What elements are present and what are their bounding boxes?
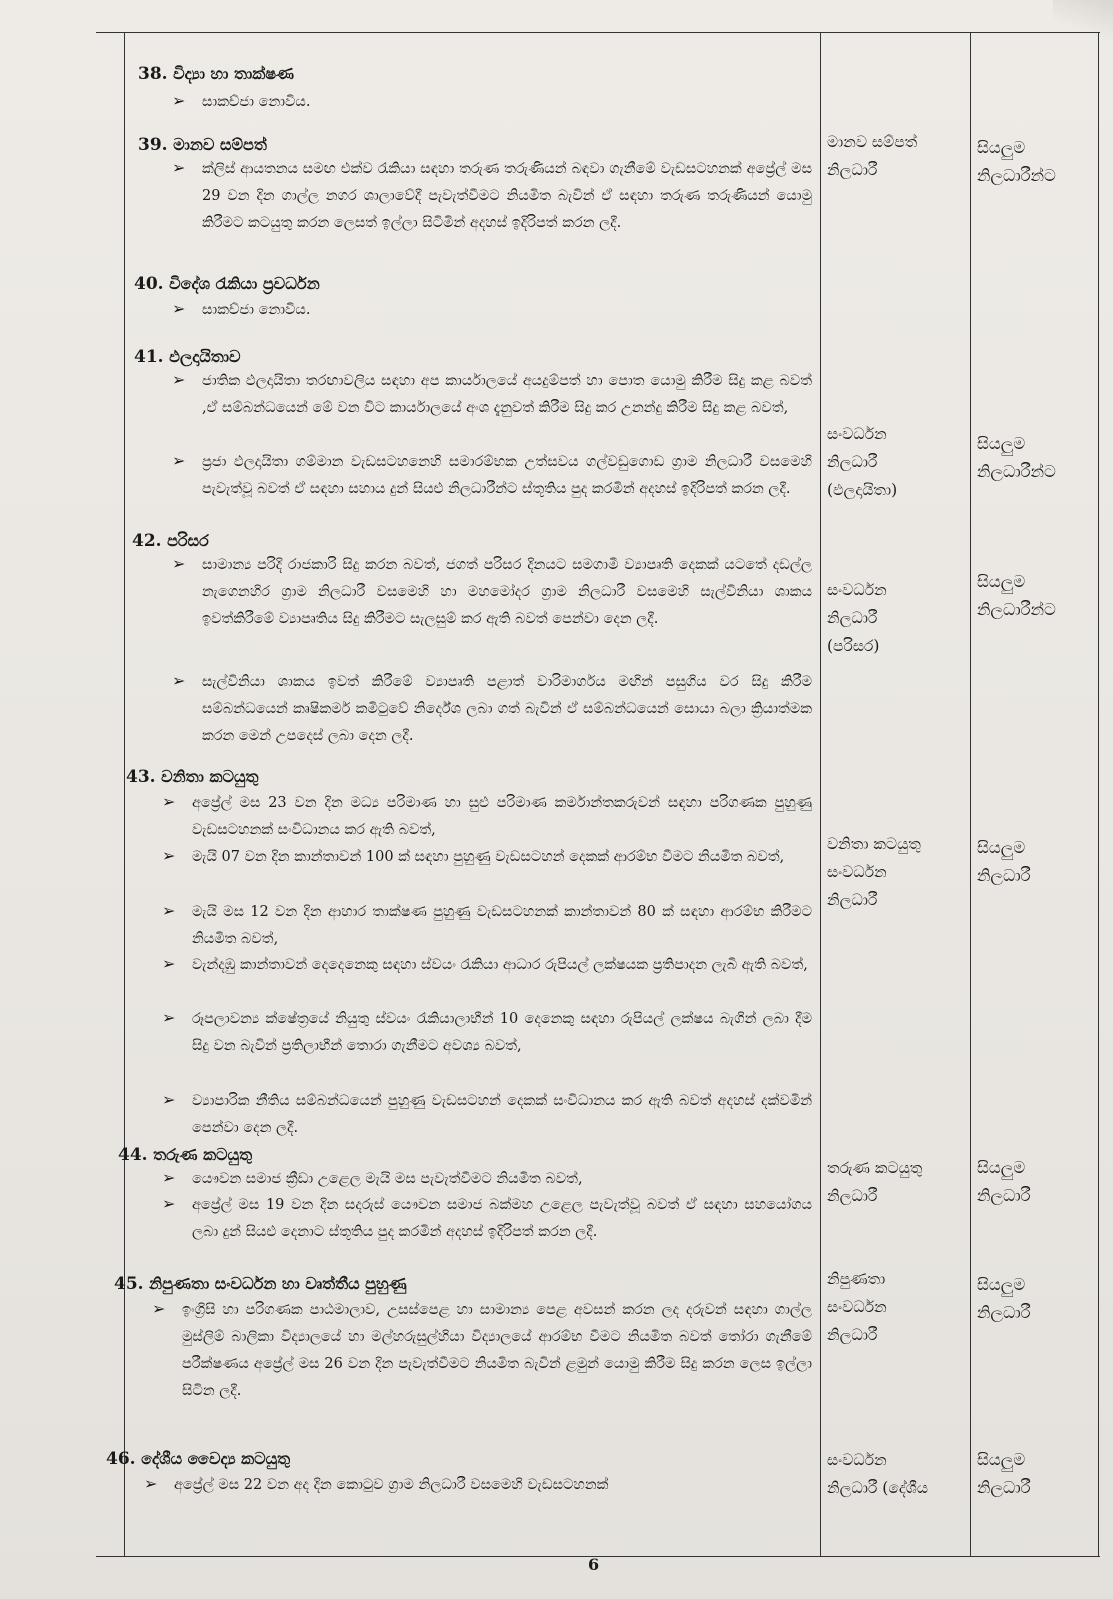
responsible-officer: වනිතා කටයුතු සංවර්ධන නිලධාරී — [827, 835, 921, 909]
arrow-bullet-icon: ➢ — [144, 1474, 158, 1493]
arrow-bullet-icon: ➢ — [172, 451, 186, 470]
arrow-bullet-icon: ➢ — [172, 671, 186, 690]
responsible-officer: සංවර්ධන නිලධාරී (දේශීය — [827, 1451, 928, 1497]
minutes-table — [96, 32, 1100, 1557]
section-bullet: ➢ වැන්දඹු කාන්තාවන් දෙදෙනෙකු සඳහා ස්වයං රැකියා ආධාර රුපියල් ලක්ෂයක ප්‍රතිපාදන ලැබී ඇති බවත්, — [192, 952, 812, 979]
section-heading — [114, 1273, 407, 1295]
arrow-bullet-icon: ➢ — [162, 1090, 176, 1109]
section-number: 43. — [126, 767, 156, 787]
section-bullet: ➢ අප්‍රේල් මස 22 වන අද දින කොටුව ග්‍රාම නිලධාරී වසමෙහි වැඩසටහනක් — [174, 1472, 814, 1499]
table-left-border — [124, 33, 125, 1556]
recipients: සියලුම නිලධාරී — [977, 1275, 1031, 1322]
section-number: 42. — [132, 531, 162, 551]
table-right-border — [1098, 33, 1099, 1556]
arrow-bullet-icon: ➢ — [162, 1194, 176, 1213]
section-number: 46. — [106, 1449, 136, 1469]
section-heading — [138, 134, 267, 156]
section-bullet: ➢ සාකච්ජා නොවිය. — [202, 297, 812, 324]
section-title: නිපුණතා සංවර්ධන හා වෘත්තීය පුහුණු — [149, 1274, 407, 1293]
recipients: සියලුම නිලධාරී — [977, 838, 1031, 885]
section-title: පරිසර — [167, 531, 209, 550]
section-bullet: ➢ රූපලාවන්‍ය ක්ෂේත්‍රයේ නියුතු ස්වයං රැකියාලාභීන් 10 දෙනෙකු සඳහා රුපියල් ලක්ෂය බැගින් ලබා දීම සිදු වන බැවින් ප්‍රතිලාභීන් තොරා ගැනීමට අවශ්‍ය බවත්, — [162, 1008, 812, 1054]
section-heading — [134, 273, 320, 295]
section-bullet: ➢ යෞවන සමාජ ක්‍රීඩා උළෙල මැයි මස පැවැත්වීමට නියමිත බවත්, — [192, 1166, 812, 1193]
section-bullet: ➢ සාකච්ජා නොවිය. — [202, 89, 812, 116]
responsible-officer: සංවර්ධන නිලධාරී (ඵලදායිතා) — [827, 425, 898, 499]
arrow-bullet-icon: ➢ — [162, 792, 176, 811]
section-heading — [106, 1448, 290, 1470]
section-title: ඵලදායිතාව — [169, 347, 241, 366]
section-title: දේශීය වෛද්‍ය කටයුතු — [141, 1449, 291, 1468]
section-bullet: ➢ සාමාන්‍ය පරිදි රාජකාරි සිදු කරන බවත්, ජගත් පරිසර දිනයට සමගාමී ව්‍යාපෘති දෙකක් යටතේ දඩල්ල නැගෙනහිර ග්‍රාම නිලධාරී වසමෙහි හා මහමෝදර ග්‍රාම නිලධාරී වසමෙහි සැල්විනියා ශාකය ඉවත්කිරීමේ ව්‍යාපෘතිය සිදු කිරීමට සැලසුම් කර ඇති බවත් පෙන්වා දෙන ලදී. — [172, 554, 812, 627]
section-title: විදේශ රැකියා ප්‍රවර්ධන — [169, 274, 320, 293]
section-bullet: ➢ ඉංග්‍රිසි හා පරිගණක පාඨමාලාව, උසස්පෙළ හා සාමාන්‍ය පෙළ අවසන් කරන ලද දරුවන් සඳහා ගාල්ල මුස්ලිම් බාලිකා විද්‍යාලයේ හා මල්හරුසුල්හියා විද්‍යාලයේ ආරම්භ වීමට නියමිත බවත් තෝරා ගැනීමේ පරීක්ෂණය අප්‍රේල් මස 26 වන දින පැවැත්වීමට නියමිත බැවින් ළමුන් යොමු කිරීම සිදු කරන ලෙස ඉල්ලා සිටින ලදී. — [152, 1299, 812, 1399]
page-number: 6 — [588, 1555, 600, 1574]
section-bullet: ➢ මැයි 07 වන දින කාන්තාවන් 100 ක් සඳහා පුහුණු වැඩසටහන් දෙකක් ආරම්භ වීමට නියමිත බවත්, — [192, 844, 812, 871]
section-heading — [118, 1144, 252, 1166]
arrow-bullet-icon: ➢ — [172, 299, 186, 318]
arrow-bullet-icon: ➢ — [162, 901, 176, 920]
section-bullet: ➢ සැල්විනියා ශාකය ඉවත් කිරීමේ ව්‍යාපෘති පළාත් වාරිමාර්ගය මඟින් පසුගිය වර සිදු කිරීම සම්බන්ධයෙන් කෘෂිකර්ම කමිටුවේ නිර්දේශ ලබා ගත් බැවින් ඒ සම්බන්ධයෙන් සොයා බලා ක්‍රියාත්මක කරන මෙන් උපදෙස් ලබා දෙන ලදී. — [172, 671, 812, 744]
arrow-bullet-icon: ➢ — [162, 1168, 176, 1187]
recipients: සියලුම නිලධාරී — [977, 1158, 1031, 1205]
column-divider-officer — [820, 33, 821, 1556]
arrow-bullet-icon: ➢ — [162, 846, 176, 865]
responsible-officer: සංවර්ධන නිලධාරී (පරිසර) — [827, 581, 887, 655]
arrow-bullet-icon: ➢ — [162, 954, 176, 973]
section-heading — [138, 63, 294, 85]
responsible-officer: නිපුණතා සංවර්ධන නිලධාරී — [827, 1270, 887, 1344]
section-bullet: ➢ ක්ලිස් ආයතනය සමඟ එක්ව රැකියා සඳහා තරුණ තරුණියන් බඳවා ගැනීමේ වැඩසටහනක් අප්‍රේල් මස 29 වන දින ගාල්ල නගර ශාලාවේදී පැවැත්වීමට නියමිත බැවින් ඒ සඳහා තරුණ තරුණියන් යොමු කිරීමට කටයුතු කරන ලෙසත් ඉල්ලා සිටිමින් අදහස් ඉදිරිපත් කරන ලදී. — [172, 158, 812, 231]
responsible-officer: මානව සම්පත් නිලධාරී — [827, 133, 918, 179]
recipients: සියලුම නිලධාරීන්ට — [977, 434, 1056, 481]
arrow-bullet-icon: ➢ — [152, 1299, 166, 1318]
arrow-bullet-icon: ➢ — [172, 158, 186, 177]
section-heading — [134, 346, 241, 368]
responsible-officer: තරුණ කටයුතු නිලධාරී — [827, 1159, 923, 1205]
arrow-bullet-icon: ➢ — [172, 554, 186, 573]
arrow-bullet-icon: ➢ — [172, 91, 186, 110]
section-heading — [126, 766, 258, 788]
section-bullet: ➢ මැයි මස 12 වන දින ආහාර තාක්ෂණ පුහුණු වැඩසටහනක් කාන්තාවන් 80 ක් සඳහා ආරම්භ කිරීමට නියමිත බවත්, — [162, 901, 812, 947]
section-heading — [132, 530, 209, 552]
section-title: මානව සම්පත් — [173, 135, 267, 154]
section-number: 45. — [114, 1274, 144, 1294]
section-bullet: ➢ ප්‍රජා ඵලදායිතා ගම්මාන වැඩසටහනෙහි සමාරම්භක උත්සවය ගල්වඩුගොඩ ග්‍රාම නිලධාරී වසමෙහි පැවැත්වූ බවත් ඒ සඳහා සහාය දුන් සියළු නිලධාරීන්ට ස්තූතිය පුද කරමින් අදහස් ඉදිරිපත් කරන ලදී. — [172, 451, 812, 497]
section-bullet: ➢ ව්‍යාපාරික නීතිය සම්බන්ධයෙන් පුහුණු වැඩසටහන් දෙකක් සංවිධානය කර ඇති බවත් අදහස් දක්වමින් පෙන්වා දෙන ලදී. — [162, 1090, 812, 1136]
arrow-bullet-icon: ➢ — [162, 1008, 176, 1027]
section-bullet: ➢ ජාතික ඵලදායිතා තරඟාවලිය සඳහා අප කාර්යාලයේ අයදුම්පත් හා පොත යොමු කිරීම සිදු කළ බවත් ,ඒ සම්බන්ධයෙන් මේ වන විට කාර්යාලයේ අංශ දැනුවත් කිරීම සිදු කර උනන්දු කිරීම සිදු කළ බවත්, — [172, 370, 812, 416]
arrow-bullet-icon: ➢ — [172, 370, 186, 389]
section-number: 39. — [138, 135, 168, 155]
recipients: සියලුම නිලධාරී — [977, 1450, 1031, 1497]
section-number: 41. — [134, 347, 164, 367]
section-number: 40. — [134, 274, 164, 294]
recipients: සියලුම නිලධාරීන්ට — [977, 138, 1056, 185]
section-bullet: ➢ අප්‍රේල් මස 19 වන දින සදරුස් යෞවන සමාජ බක්මහ උළෙල පැවැත්වූ බවත් ඒ සඳහා සහයෝගය ලබා දුන් සියළු දෙනාට ස්තූතිය පුද කරමින් අදහස් ඉදිරිපත් කරන ලදී. — [162, 1194, 812, 1240]
section-number: 44. — [118, 1145, 148, 1165]
section-bullet: ➢ අප්‍රේල් මස 23 වන දින මධ්‍ය පරිමාණ හා සුළු පරිමාණ කර්මාන්තකරුවන් සඳහා පරිගණක පුහුණු වැඩසටහනක් සංවිධානය කර ඇති බවත්, — [162, 792, 812, 838]
section-number: 38. — [138, 64, 168, 84]
recipients: සියලුම නිලධාරීන්ට — [977, 572, 1056, 619]
section-title: වනිතා කටයුතු — [161, 767, 259, 786]
section-title: තරුණ කටයුතු — [153, 1145, 253, 1164]
section-title: විද්‍යා හා තාක්ෂණ — [173, 64, 295, 83]
